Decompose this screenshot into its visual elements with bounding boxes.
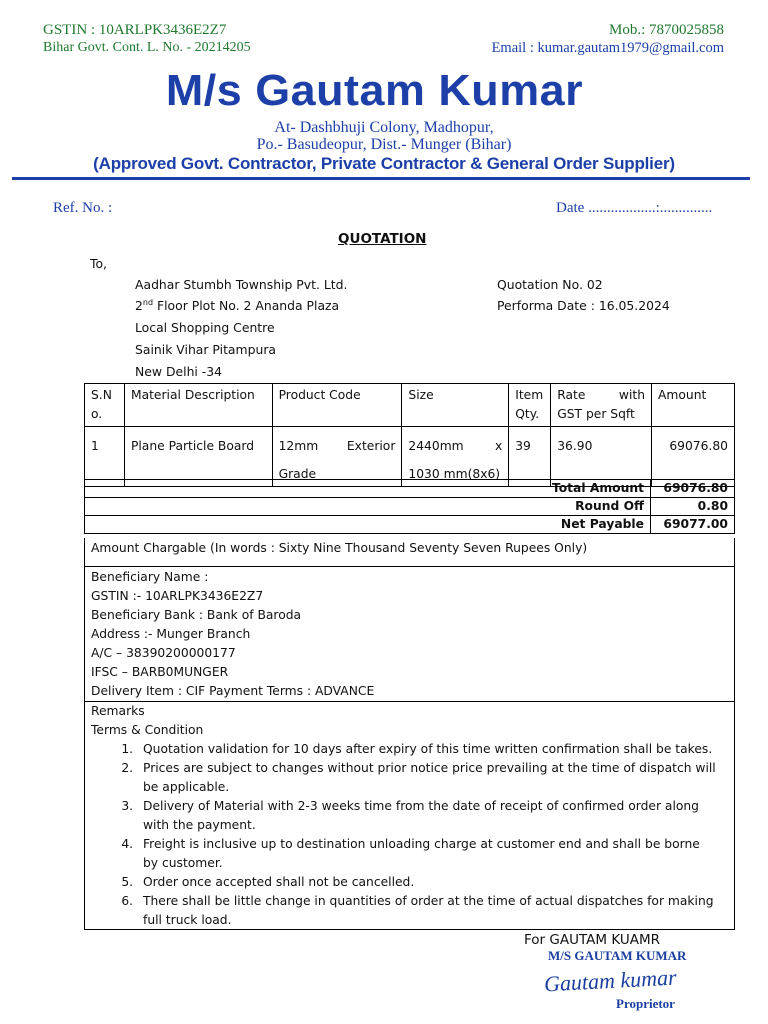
mobile-number: Mob.: 7870025858 (608, 22, 724, 38)
ref-no-label: Ref. No. : (53, 200, 113, 216)
beneficiary-account: A/C – 38390200000177 (91, 646, 236, 660)
list-item: 4. Freight is inclusive up to destination unloading charge at customer end and shall be borne by customer. (137, 835, 717, 873)
stamp-firm-name: M/S GAUTAM KUMAR (548, 948, 687, 963)
total-amount-row: Total Amount 69076.80 (85, 480, 735, 498)
recipient-line-3: Local Shopping Centre (135, 320, 275, 335)
header-sno: S.N o. (85, 384, 125, 427)
recipient-line-4: Sainik Vihar Pitampura (135, 342, 277, 357)
date-label: Date ..................:.............. (556, 200, 713, 216)
cell-sno: 1 (85, 427, 125, 487)
list-item: 3. Delivery of Material with 2-3 weeks time from the date of receipt of confirmed order along with the payment. (137, 797, 717, 835)
table-row (85, 427, 735, 487)
header-size: Size (402, 384, 509, 427)
address-line-1: At- Dashbhuji Colony, Madhopur, (274, 119, 494, 136)
beneficiary-gstin: GSTIN :- 10ARLPK3436E2Z7 (91, 589, 264, 603)
cell-product-code: 12mm Exterior Grade (272, 427, 402, 487)
beneficiary-bank: Beneficiary Bank : Bank of Baroda (91, 608, 302, 622)
round-off-row: Round Off 0.80 (85, 498, 735, 516)
list-item: 1. Quotation validation for 10 days after expiry of this time written confirmation shall be takes. (137, 740, 717, 759)
stamp-proprietor: Proprietor (616, 996, 675, 1011)
recipient-line-1: Aadhar Stumbh Township Pvt. Ltd. (135, 277, 348, 292)
gstin-header: GSTIN : 10ARLPK3436E2Z7 (43, 22, 227, 38)
cell-size: 2440mm x 1030 mm(8x6) (402, 427, 509, 487)
cell-description: Plane Particle Board (124, 427, 272, 487)
totals-table (84, 479, 735, 534)
performa-date: Performa Date : 16.05.2024 (497, 298, 670, 313)
amount-in-words-box (84, 538, 735, 567)
terms-list (85, 740, 717, 930)
recipient-floor-address: Floor Plot No. 2 Ananda Plaza (153, 298, 340, 314)
quotation-number: Quotation No. 02 (497, 277, 603, 292)
recipient-line-5: New Delhi -34 (135, 364, 223, 379)
remarks-label: Remarks (91, 704, 145, 718)
header-item-qty: Item Qty. (509, 384, 551, 427)
remarks-box (84, 701, 735, 930)
handwritten-signature: Gautam kumar (543, 964, 678, 997)
items-table (84, 383, 735, 487)
recipient-floor-suffix: nd (142, 298, 154, 307)
recipient-floor-number: 2 (135, 298, 143, 314)
for-firm-line: For GAUTAM KUAMR (524, 932, 660, 948)
cell-rate: 36.90 (551, 427, 652, 487)
firm-name: M/s Gautam Kumar (165, 66, 584, 115)
to-label: To, (90, 256, 107, 271)
cell-amount: 69076.80 (652, 427, 735, 487)
beneficiary-name: Beneficiary Name : (91, 570, 209, 584)
list-item: 5. Order once accepted shall not be cancelled. (137, 873, 717, 892)
govt-contract-number: Bihar Govt. Cont. L. No. - 20214205 (43, 40, 251, 55)
table-header-row (85, 384, 735, 427)
recipient-line-2 (135, 298, 339, 313)
terms-label: Terms & Condition (91, 723, 204, 737)
header-amount: Amount (652, 384, 735, 427)
letterhead-rule (12, 177, 750, 180)
header-product-code: Product Code (272, 384, 402, 427)
cell-item-qty: 39 (509, 427, 551, 487)
list-item: 6. There shall be little change in quantities of order at the time of actual dispatches for making full truck load. (137, 892, 717, 930)
amount-in-words: Amount Chargable (In words : Sixty Nine Thousand Seventy Seven Rupees Only) (91, 541, 588, 555)
net-payable-row: Net Payable 69077.00 (85, 516, 735, 534)
header-rate: Rate with GST per Sqft (551, 384, 652, 427)
header-description: Material Description (124, 384, 272, 427)
list-item: 2. Prices are subject to changes without prior notice price prevailing at the time of dispatch will be applicable. (137, 759, 717, 797)
email-address: Email : kumar.gautam1979@gmail.com (491, 40, 724, 56)
beneficiary-ifsc: IFSC – BARB0MUNGER (91, 665, 229, 679)
beneficiary-address: Address :- Munger Branch (91, 627, 251, 641)
beneficiary-box (84, 566, 735, 702)
document-title: QUOTATION (338, 231, 427, 247)
delivery-payment-terms: Delivery Item : CIF Payment Terms : ADVANCE (91, 684, 375, 698)
tagline: (Approved Govt. Contractor, Private Contractor & General Order Supplier) (93, 154, 675, 173)
address-line-2: Po.- Basudeopur, Dist.- Munger (Bihar) (256, 136, 512, 153)
